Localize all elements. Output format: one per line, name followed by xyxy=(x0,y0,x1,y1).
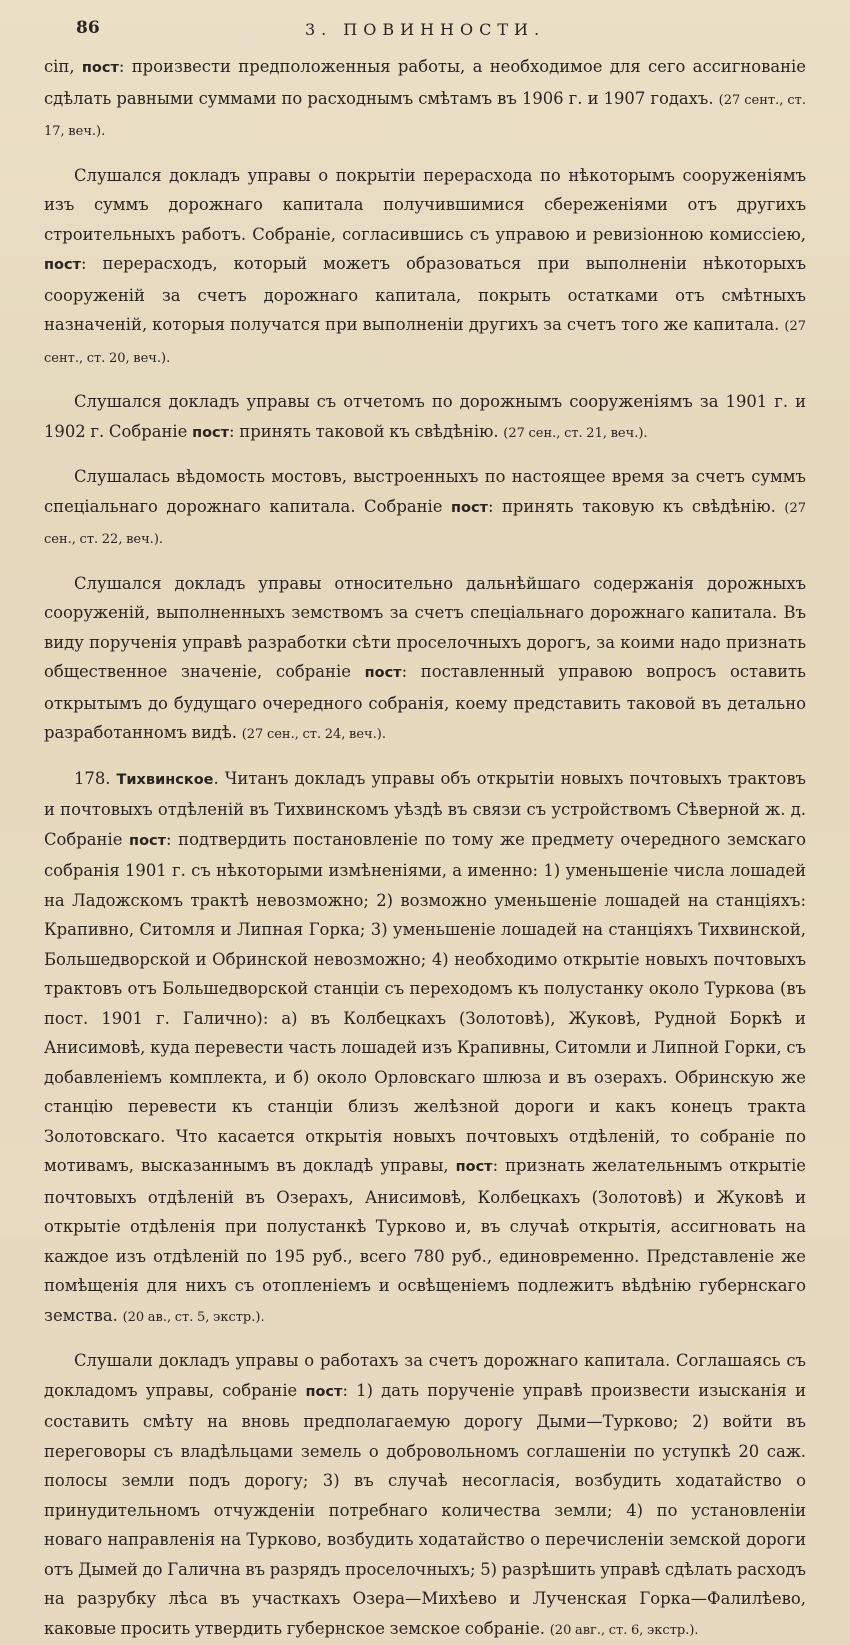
text: : произвести предположенныя работы, а необходимое для сего ассигнованіе сдѣлать равными суммами по расходнымъ смѣтамъ въ 1906 г. и 1907 годахъ. xyxy=(44,57,806,108)
section-number: 178. xyxy=(74,768,117,788)
resolution-abbr: пост xyxy=(450,499,488,516)
text: . Читанъ докладъ управы объ открытіи новыхъ почтовыхъ трактовъ и почтовыхъ отдѣленій въ Тихвинскомъ уѣздѣ въ связи съ устройствомъ Сѣверной ж. д. Собраніе xyxy=(44,768,806,849)
session-reference: (27 сен., ст. 22, веч.). xyxy=(44,500,806,547)
paragraph-3 xyxy=(44,387,806,448)
text: Слушался докладъ управы о покрытіи перерасхода по нѣкоторымъ сооруженіямъ изъ суммъ дорожнаго капитала получившимися сбереженіями отъ другихъ строительныхъ работъ. Собраніе, согласившись съ управою и ревизіонною комиссіею, xyxy=(44,165,806,244)
resolution-abbr: пост xyxy=(81,60,119,76)
text: Слушался докладъ управы съ отчетомъ по дорожнымъ сооруженіямъ за 1901 г. и 1902 г. Собраніе xyxy=(44,392,806,441)
text: Слушалась вѣдомость мостовъ, выстроенныхъ по настоящее время за счетъ суммъ спеціальнаго дорожнаго капитала. Собраніе xyxy=(44,467,806,516)
resolution-abbr: пост xyxy=(364,665,402,681)
paragraph-7 xyxy=(44,1346,806,1645)
text: : принять таковую къ свѣдѣнію. xyxy=(487,496,785,516)
resolution-abbr: пост xyxy=(455,1159,493,1175)
resolution-abbr: пост xyxy=(129,832,167,849)
district-name: Тихвинское xyxy=(116,771,214,788)
paragraph-1 xyxy=(44,52,806,147)
session-reference: (27 сен., ст. 24, веч.). xyxy=(241,727,386,742)
text: : принять таковой къ свѣдѣнію. xyxy=(229,421,504,441)
session-reference: (27 сен., ст. 21, веч.). xyxy=(503,425,648,441)
page-number: 86 xyxy=(76,18,100,38)
text: Слушали докладъ управы о работахъ за счетъ дорожнаго капитала. Соглашаясь съ докладомъ управы, собраніе xyxy=(44,1351,806,1400)
session-reference: (20 ав., ст. 5, экстр.). xyxy=(122,1309,265,1325)
session-reference: (20 авг., ст. 6, экстр.). xyxy=(549,1622,699,1638)
resolution-abbr: пост xyxy=(305,1383,343,1400)
resolution-abbr: пост xyxy=(192,424,230,441)
paragraph-4 xyxy=(44,462,806,555)
paragraph-6 xyxy=(44,764,806,1333)
text: : подтвердить постановленіе по тому же предмету очередного земскаго собранія 1901 г. съ нѣкоторыми измѣненіями, а именно: 1) уменьшеніе числа лошадей на Ладожскомъ трактѣ невозможно; 2) возможно уменьшеніе лошадей на станціяхъ: Крапивно, Ситомля и Липная Горка; 3) уменьшеніе лошадей на станціяхъ Тихвинской, Большедворской и Обринской невозможно; 4) необходимо открытіе новыхъ почтовыхъ трактовъ отъ Большедворской станціи съ переходомъ къ полустанку около Туркова (въ пост. 1901 г. Галично): а) въ Колбецкахъ (Золотовѣ), Жуковѣ, Рудной Боркѣ и Анисимовѣ, куда перевести часть лошадей изъ Крапивны, Ситомли и Липной Горки, съ добавленіемъ комплекта, и б) около Орловскаго шлюза и въ озерахъ. Обринскую же станцію перевести къ станціи близъ желѣзной дороги и какъ конецъ тракта Золотовскаго. Что касается открытія новыхъ почтовыхъ отдѣленій, то собраніе по мотивамъ, высказаннымъ въ докладѣ управы, xyxy=(44,829,807,1175)
text: : поставленный управою вопросъ оставить открытымъ до будущаго очередного собранія, коему представить таковой въ детально разработанномъ видѣ. xyxy=(44,662,806,742)
paragraph-5 xyxy=(44,569,806,750)
paragraph-2 xyxy=(44,161,806,374)
running-head: 3. ПОВИННОСТИ. xyxy=(304,20,546,39)
page-header xyxy=(44,18,806,52)
session-reference: (27 сент., ст. 20, веч.). xyxy=(44,319,806,366)
session-reference: (27 сент., ст. 17, веч.). xyxy=(44,92,806,139)
resolution-abbr: пост xyxy=(44,257,81,273)
text: : признать желательнымъ открытіе почтовыхъ отдѣленій въ Озерахъ, Анисимовѣ, Колбецкахъ (Золотовѣ) и Жуковѣ и открытіе отдѣленія при полустанкѣ Турково и, въ случаѣ открытія, ассигновать на каждое изъ отдѣленій по 195 руб., всего 780 руб., единовременно. Представленіе же помѣщенія для нихъ съ отопленіемъ и освѣщеніемъ подлежитъ вѣдѣнію губернскаго земства. xyxy=(44,1156,807,1325)
text: : 1) дать порученіе управѣ произвести изысканія и составить смѣту на вновь предполагаемую дорогу Дыми—Турково; 2) войти въ переговоры съ владѣльцами земель о добровольномъ соглашеніи по уступкѣ 20 саж. полосы земли подъ дорогу; 3) въ случаѣ несогласія, возбудить ходатайство о принудительномъ отчужденіи потребнаго количества земли; 4) по установленіи новаго направленія на Турково, возбудить ходатайство о перечисленіи земской дороги отъ Дымей до Галична въ разрядъ проселочныхъ; 5) разрѣшить управѣ сдѣлать расходъ на разрубку лѣса въ участкахъ Озера—Михѣево и Лученская Горка—Фалилѣево, каковые просить утвердить губернское земское собраніе. xyxy=(44,1380,806,1638)
text: Слушался докладъ управы относительно дальнѣйшаго содержанія дорожныхъ сооруженій, выполненныхъ земствомъ за счетъ спеціальнаго дорожнаго капитала. Въ виду порученія управѣ разработки сѣти проселочныхъ дорогъ, за коими надо признать общественное значеніе, собраніе xyxy=(44,573,806,681)
text: сіп, xyxy=(44,57,82,76)
text: : перерасходъ, который можетъ образоваться при выполненіи нѣкоторыхъ сооруженій за счетъ дорожнаго капитала, покрыть остатками отъ смѣтныхъ назначеній, которыя получатся при выполненіи другихъ за счетъ того же капитала. xyxy=(44,254,806,334)
